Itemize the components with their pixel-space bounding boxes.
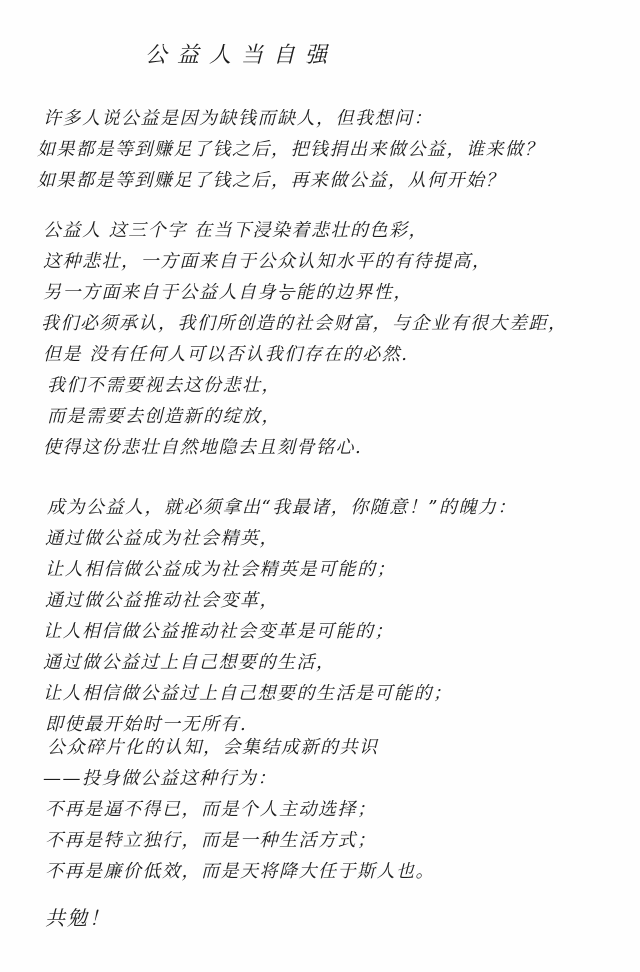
paragraph-line: 让人相信做公益成为社会精英是可能的； — [45, 559, 396, 580]
paragraph-line: 如果都是等到赚足了钱之后，再来做公益，从何开始？ — [37, 170, 505, 191]
paragraph-line: 我们必须承认，我们所创造的社会财富，与企业有很大差距， — [41, 313, 568, 334]
paragraph-4 — [0, 732, 640, 887]
paragraph-line: 不再是特立独行，而是一种生活方式； — [45, 830, 377, 851]
paragraph-line: 但是 没有任何人可以否认我们存在的必然. — [43, 344, 409, 365]
paragraph-line: 而是需要去创造新的绽放， — [47, 406, 281, 427]
paragraph-line: ——投身做公益这种行为： — [43, 768, 277, 789]
paragraph-line: 通过做公益成为社会精英， — [45, 528, 279, 549]
paragraph-line: 许多人说公益是因为缺钱而缺人，但我想问： — [43, 108, 433, 129]
paragraph-line: 通过做公益推动社会变革， — [45, 590, 279, 611]
letter-title: 公益人当自强 — [145, 43, 338, 68]
paragraph-line: 这种悲壮，一方面来自于公众认知水平的有待提高， — [43, 251, 492, 272]
paragraph-line: 即使最开始时一无所有. — [45, 714, 248, 735]
paragraph-line: 我们不需要视去这份悲壮， — [47, 375, 281, 396]
paragraph-line: 不再是逼不得已，而是个人主动选择； — [45, 799, 377, 820]
paragraph-3 — [0, 492, 640, 740]
paragraph-line: 通过做公益过上自己想要的生活， — [43, 652, 336, 673]
paragraph-line: 让人相信做公益过上自己想要的生活是可能的； — [43, 683, 453, 704]
paragraph-2 — [0, 215, 640, 463]
paragraph-1 — [0, 103, 640, 196]
paragraph-line: 让人相信做公益推动社会变革是可能的； — [43, 621, 394, 642]
paragraph-line: 不再是廉价低效，而是天将降大任于斯人也。 — [45, 861, 435, 882]
paragraph-line: 使得这份悲壮自然地隐去且刻骨铭心. — [43, 437, 363, 458]
paragraph-line: 公众碎片化的认知，会集结成新的共识 — [47, 737, 379, 758]
paragraph-line: 公益人 这三个字 在当下浸染着悲壮的色彩， — [43, 220, 428, 241]
paragraph-line: 成为公益人，就必须拿出“我最诸，你随意！”的魄力： — [47, 497, 517, 518]
paragraph-line: 另一方面来自于公益人自身능能的边界性， — [43, 282, 413, 303]
paragraph-line: 如果都是等到赚足了钱之后，把钱捐出来做公益，谁来做？ — [37, 139, 544, 160]
closing-remark: 共勉！ — [45, 906, 111, 930]
